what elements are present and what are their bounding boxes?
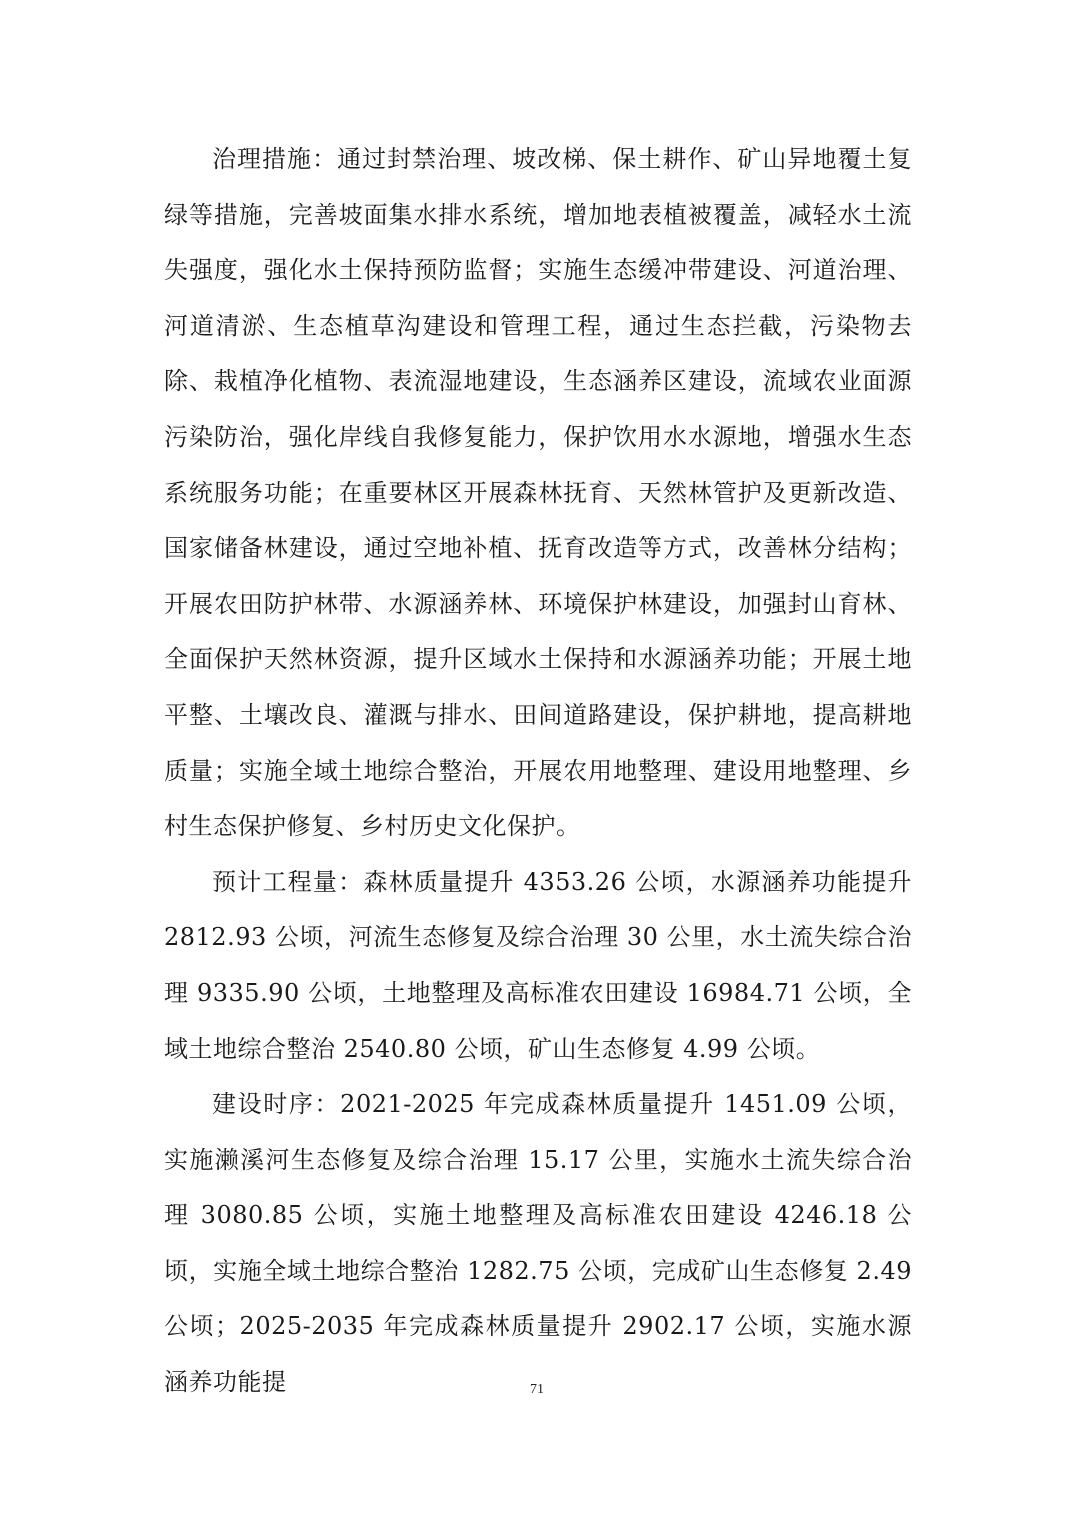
paragraph-governance-measures: 治理措施：通过封禁治理、坡改梯、保土耕作、矿山异地覆土复绿等措施，完善坡面集水排水系统，增加地表植被覆盖，减轻水土流失强度，强化水土保持预防监督；实施生态缓冲带建设、河道治理、河道清淤、生态植草沟建设和管理工程，通过生态拦截，污染物去除、栽植净化植物、表流湿地建设，生态涵养区建设，流域农业面源污染防治，强化岸线自我修复能力，保护饮用水水源地，增强水生态系统服务功能；在重要林区开展森林抚育、天然林管护及更新改造、国家储备林建设，通过空地补植、抚育改造等方式，改善林分结构；开展农田防护林带、水源涵养林、环境保护林建设，加强封山育林、全面保护天然林资源，提升区域水土保持和水源涵养功能；开展土地平整、土壤改良、灌溉与排水、田间道路建设，保护耕地，提高耕地质量；实施全域土地综合整治，开展农用地整理、建设用地整理、乡村生态保护修复、乡村历史文化保护。 <box>164 145 912 841</box>
paragraph-construction-schedule: 建设时序：2021-2025 年完成森林质量提升 1451.09 公顷，实施濑溪河生态修复及综合治理 15.17 公里，实施水土流失综合治理 3080.85 公顷，实施土地整理及高标准农田建设 4246.18 公顷，实施全域土地综合整治 1282.75 公顷，完成矿山生态修复 2.49 公顷；2025-2035 年完成森林质量提升 2902.17 公顷，实施水源涵养功能提 <box>164 1090 912 1397</box>
page-number: 71 <box>530 1382 544 1397</box>
page-body <box>164 132 912 1411</box>
paragraph-estimated-workload: 预计工程量：森林质量提升 4353.26 公顷，水源涵养功能提升 2812.93 公顷，河流生态修复及综合治理 30 公里，水土流失综合治理 9335.90 公顷，土地整理及高标准农田建设 16984.71 公顷，全域土地综合整治 2540.80 公顷，矿山生态修复 4.99 公顷。 <box>164 867 912 1063</box>
